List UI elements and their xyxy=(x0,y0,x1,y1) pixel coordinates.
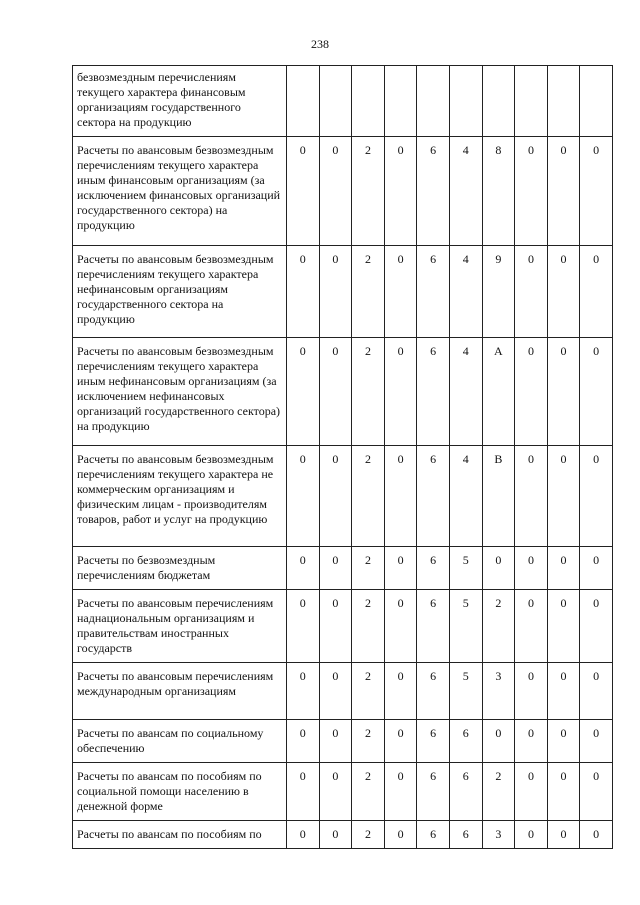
code-digit: 0 xyxy=(384,547,417,590)
code-digit xyxy=(319,66,352,137)
code-digit: 6 xyxy=(417,590,450,663)
row-description: Расчеты по безвозмездным перечислениям бюджетам xyxy=(73,547,287,590)
code-digit: 2 xyxy=(352,246,385,338)
code-digit: 3 xyxy=(482,821,515,849)
code-digit: 0 xyxy=(319,338,352,446)
code-digit: 6 xyxy=(417,821,450,849)
code-digit: 6 xyxy=(449,720,482,763)
code-digit: 0 xyxy=(547,338,580,446)
code-digit: 2 xyxy=(352,763,385,821)
code-digit: 2 xyxy=(352,720,385,763)
code-digit: 2 xyxy=(352,338,385,446)
table-row xyxy=(73,763,613,821)
code-digit: 0 xyxy=(515,137,548,246)
code-digit: 0 xyxy=(287,663,320,720)
code-digit: 0 xyxy=(547,763,580,821)
code-digit: 0 xyxy=(319,547,352,590)
code-digit: 3 xyxy=(482,663,515,720)
code-digit xyxy=(547,66,580,137)
code-digit: 2 xyxy=(352,446,385,547)
code-digit: 0 xyxy=(319,763,352,821)
code-digit: А xyxy=(482,338,515,446)
code-digit: 0 xyxy=(515,821,548,849)
code-digit: 0 xyxy=(319,720,352,763)
code-digit: 0 xyxy=(384,763,417,821)
code-digit: 2 xyxy=(352,821,385,849)
table-row xyxy=(73,66,613,137)
code-digit: 6 xyxy=(417,137,450,246)
code-digit: 0 xyxy=(515,446,548,547)
code-digit: 2 xyxy=(352,547,385,590)
code-digit: 0 xyxy=(580,338,613,446)
code-digit: 0 xyxy=(482,720,515,763)
code-digit xyxy=(352,66,385,137)
code-digit: 0 xyxy=(319,590,352,663)
code-digit: 0 xyxy=(384,246,417,338)
code-digit xyxy=(515,66,548,137)
code-digit: 0 xyxy=(319,246,352,338)
code-digit: 0 xyxy=(580,821,613,849)
code-digit: 6 xyxy=(417,446,450,547)
code-digit: 0 xyxy=(580,246,613,338)
code-digit: 6 xyxy=(449,763,482,821)
code-digit: 0 xyxy=(482,547,515,590)
code-digit: 0 xyxy=(547,137,580,246)
code-digit: 0 xyxy=(384,663,417,720)
code-digit: 2 xyxy=(352,590,385,663)
code-digit: 0 xyxy=(515,663,548,720)
code-digit: 2 xyxy=(352,663,385,720)
code-digit: 0 xyxy=(287,338,320,446)
code-digit: 0 xyxy=(515,590,548,663)
code-digit: 0 xyxy=(547,590,580,663)
code-digit xyxy=(417,66,450,137)
code-digit: 0 xyxy=(319,821,352,849)
code-digit: 6 xyxy=(417,547,450,590)
code-digit: 0 xyxy=(547,663,580,720)
code-digit: 0 xyxy=(515,720,548,763)
account-codes-table xyxy=(72,65,613,849)
row-description: Расчеты по авансовым перечислениям международным организациям xyxy=(73,663,287,720)
code-digit: 0 xyxy=(287,137,320,246)
code-digit xyxy=(287,66,320,137)
code-digit: 9 xyxy=(482,246,515,338)
code-digit: 0 xyxy=(580,446,613,547)
row-description: Расчеты по авансовым безвозмездным перечислениям текущего характера иным нефинансовым организациям (за исключением нефинансовых организаций государственного сектора) на продукцию xyxy=(73,338,287,446)
code-digit: 0 xyxy=(547,720,580,763)
row-description: Расчеты по авансовым безвозмездным перечислениям текущего характера нефинансовым организациям государственного сектора на продукцию xyxy=(73,246,287,338)
code-digit: 6 xyxy=(449,821,482,849)
code-digit: 0 xyxy=(580,590,613,663)
code-digit: 0 xyxy=(580,720,613,763)
code-digit: 5 xyxy=(449,663,482,720)
table-row xyxy=(73,590,613,663)
code-digit: 2 xyxy=(482,763,515,821)
code-digit xyxy=(482,66,515,137)
code-digit: 6 xyxy=(417,763,450,821)
code-digit: 0 xyxy=(287,720,320,763)
code-digit: 0 xyxy=(580,547,613,590)
code-digit: 0 xyxy=(287,590,320,663)
code-digit: 0 xyxy=(580,137,613,246)
row-description: безвозмездным перечислениям текущего характера финансовым организациям государственного сектора на продукцию xyxy=(73,66,287,137)
code-digit: 0 xyxy=(547,547,580,590)
code-digit: 0 xyxy=(319,663,352,720)
code-digit: 0 xyxy=(384,446,417,547)
code-digit: 2 xyxy=(482,590,515,663)
code-digit: 0 xyxy=(515,547,548,590)
code-digit xyxy=(384,66,417,137)
code-digit: 4 xyxy=(449,137,482,246)
code-digit: 4 xyxy=(449,446,482,547)
code-digit: 0 xyxy=(287,547,320,590)
row-description: Расчеты по авансовым безвозмездным перечислениям текущего характера не коммерческим организациям и физическим лицам - производителям товаров, работ и услуг на продукцию xyxy=(73,446,287,547)
code-digit: 0 xyxy=(319,446,352,547)
code-digit: 0 xyxy=(384,720,417,763)
table-row xyxy=(73,246,613,338)
table-row xyxy=(73,137,613,246)
table-row xyxy=(73,663,613,720)
code-digit: 0 xyxy=(384,590,417,663)
table-row xyxy=(73,720,613,763)
row-description: Расчеты по авансам по пособиям по социальной помощи населению в денежной форме xyxy=(73,763,287,821)
code-digit: 0 xyxy=(287,821,320,849)
code-digit: 0 xyxy=(319,137,352,246)
code-digit xyxy=(449,66,482,137)
row-description: Расчеты по авансам по пособиям по xyxy=(73,821,287,849)
code-digit: 0 xyxy=(384,137,417,246)
table-row xyxy=(73,821,613,849)
code-digit: 5 xyxy=(449,547,482,590)
code-digit: 6 xyxy=(417,246,450,338)
code-digit: 6 xyxy=(417,663,450,720)
code-digit: 0 xyxy=(287,763,320,821)
table-row xyxy=(73,547,613,590)
row-description: Расчеты по авансовым перечислениям наднациональным организациям и правительствам иностранных государств xyxy=(73,590,287,663)
code-digit: 4 xyxy=(449,246,482,338)
code-digit: В xyxy=(482,446,515,547)
code-digit: 0 xyxy=(515,246,548,338)
table-row xyxy=(73,338,613,446)
code-digit: 0 xyxy=(515,338,548,446)
code-digit: 0 xyxy=(515,763,548,821)
code-digit: 0 xyxy=(547,821,580,849)
row-description: Расчеты по авансам по социальному обеспечению xyxy=(73,720,287,763)
code-digit: 0 xyxy=(580,663,613,720)
code-digit: 0 xyxy=(547,246,580,338)
code-digit: 4 xyxy=(449,338,482,446)
code-digit: 0 xyxy=(384,821,417,849)
code-digit: 0 xyxy=(287,246,320,338)
code-digit: 6 xyxy=(417,720,450,763)
code-digit: 5 xyxy=(449,590,482,663)
code-digit: 0 xyxy=(287,446,320,547)
code-digit: 8 xyxy=(482,137,515,246)
code-digit: 0 xyxy=(580,763,613,821)
row-description: Расчеты по авансовым безвозмездным перечислениям текущего характера иным финансовым организациям (за исключением финансовых организаций государственного сектора) на продукцию xyxy=(73,137,287,246)
code-digit: 0 xyxy=(384,338,417,446)
code-digit: 0 xyxy=(547,446,580,547)
page-number: 238 xyxy=(311,37,329,51)
code-digit: 2 xyxy=(352,137,385,246)
code-digit: 6 xyxy=(417,338,450,446)
table-row xyxy=(73,446,613,547)
code-digit xyxy=(580,66,613,137)
